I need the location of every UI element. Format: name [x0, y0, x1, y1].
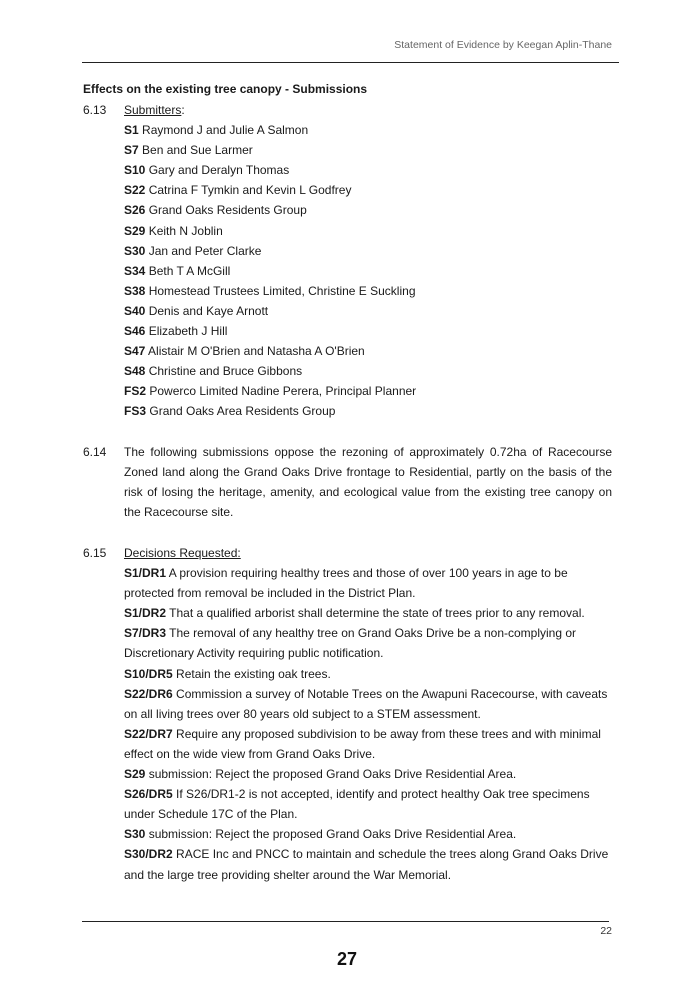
decision-item-code: S1/DR2 [124, 606, 167, 621]
decision-item [124, 784, 612, 824]
decision-item-code: S26/DR5 [124, 787, 173, 802]
decision-item [124, 623, 612, 663]
submitter-item-code: S30 [124, 243, 146, 258]
submitters-list [124, 120, 612, 421]
decision-item-code: S30 [124, 827, 146, 842]
decision-item [124, 844, 612, 884]
decision-item-text: A provision requiring healthy trees and those of over 100 years in age to be protected from removal be included in the District Plan. [124, 566, 568, 601]
submitter-item [124, 140, 612, 160]
decisions-list [124, 563, 612, 885]
submitter-item [124, 341, 612, 361]
submitter-item [124, 120, 612, 140]
decision-item-text: RACE Inc and PNCC to maintain and schedule the trees along Grand Oaks Drive and the large tree providing shelter around the War Memorial. [124, 847, 609, 882]
submitter-item [124, 361, 612, 381]
decision-item [124, 824, 612, 844]
submitter-item [124, 381, 612, 401]
submitter-item [124, 160, 612, 180]
decision-item-text: submission: Reject the proposed Grand Oaks Drive Residential Area. [145, 827, 517, 842]
decision-item-code: S7/DR3 [124, 626, 167, 641]
submitters-heading [124, 100, 612, 120]
submitters-heading-text: Submitters [124, 103, 182, 117]
submitter-item-text: Alistair M O'Brien and Natasha A O'Brien [148, 344, 365, 359]
paragraph-body [124, 543, 612, 885]
submitter-item-code: S47 [124, 344, 146, 359]
decision-item-code: S22/DR7 [124, 726, 173, 741]
paragraph-number: 6.14 [83, 445, 107, 459]
submitter-item-code: S22 [124, 183, 146, 198]
decision-item [124, 684, 612, 724]
decisions-heading-text: Decisions Requested: [124, 546, 241, 560]
decision-item-text: Require any proposed subdivision to be away from these trees and with minimal effect on the wide view from Grand Oaks Drive. [124, 726, 601, 761]
submitter-item-text: Denis and Kaye Arnott [148, 303, 269, 318]
decision-item-code: S30/DR2 [124, 847, 173, 862]
decision-item-code: S10/DR5 [124, 666, 173, 681]
submitter-item-text: Grand Oaks Area Residents Group [149, 404, 336, 419]
submitter-item-code: S10 [124, 163, 146, 178]
decision-item-text: That a qualified arborist shall determine the state of trees prior to any removal. [166, 606, 585, 621]
decision-item [124, 563, 612, 603]
submitter-item-text: Catrina F Tymkin and Kevin L Godfrey [148, 183, 352, 198]
submitter-item-code: S26 [124, 203, 146, 218]
decision-item-code: S1/DR1 [124, 566, 167, 581]
submitter-item-text: Jan and Peter Clarke [148, 243, 262, 258]
decision-item-code: S22/DR6 [124, 686, 173, 701]
paragraph-number: 6.13 [83, 103, 107, 117]
submitter-item-code: S7 [124, 143, 139, 158]
submitter-item [124, 221, 612, 241]
decision-item-text: If S26/DR1-2 is not accepted, identify and protect healthy Oak tree specimens under Schedule 17C of the Plan. [124, 787, 590, 822]
submitter-item [124, 301, 612, 321]
footer-rule [82, 921, 609, 922]
decision-item-text: Commission a survey of Notable Trees on the Awapuni Racecourse, with caveats on all living trees over 80 years old subject to a STEM assessment. [124, 686, 608, 721]
decision-item-code: S29 [124, 767, 146, 782]
decision-item [124, 764, 612, 784]
submitter-item [124, 281, 612, 301]
submitter-item-text: Raymond J and Julie A Salmon [142, 123, 309, 138]
submitter-item-text: Homestead Trustees Limited, Christine E Suckling [148, 283, 416, 298]
submitter-item [124, 241, 612, 261]
submitter-item [124, 321, 612, 341]
paragraph-number: 6.15 [83, 546, 107, 560]
decision-item [124, 664, 612, 684]
submitter-item-text: Powerco Limited Nadine Perera, Principal Planner [149, 384, 417, 399]
submitter-item [124, 401, 612, 421]
submitter-item [124, 200, 612, 220]
submitter-item-text: Keith N Joblin [148, 223, 223, 238]
submitter-item-code: S29 [124, 223, 146, 238]
decision-item-text: Retain the existing oak trees. [172, 666, 331, 681]
footer-page-number: 22 [600, 925, 612, 937]
submitter-item-text: Elizabeth J Hill [148, 324, 228, 339]
document-page-number: 27 [336, 949, 358, 969]
submitter-item-code: S34 [124, 263, 146, 278]
submitter-item-text: Grand Oaks Residents Group [148, 203, 307, 218]
submitter-item-code: FS3 [124, 404, 147, 419]
submitter-item-code: S1 [124, 123, 139, 138]
submitter-item-text: Ben and Sue Larmer [142, 143, 253, 158]
submitter-item-code: S40 [124, 303, 146, 318]
submitter-item-text: Beth T A McGill [148, 263, 231, 278]
header-rule [82, 62, 619, 63]
section-title: Effects on the existing tree canopy - Submissions [83, 82, 368, 96]
submitter-item-code: FS2 [124, 384, 147, 399]
submitters-heading-colon: : [181, 103, 185, 117]
submitter-item [124, 180, 612, 200]
paragraph-text: The following submissions oppose the rezoning of approximately 0.72ha of Racecourse Zoned land along the Grand Oaks Drive frontage to Residential, partly on the basis of the risk of losing the heritage, amenity, and ecological value from the existing tree canopy on the Racecourse site. [124, 445, 612, 520]
decisions-heading [124, 543, 612, 563]
decision-item-text: The removal of any healthy tree on Grand Oaks Drive be a non-complying or Discretionary Activity requiring public notification. [124, 626, 577, 661]
decision-item [124, 603, 612, 623]
submitter-item-code: S38 [124, 283, 146, 298]
paragraph-body [124, 100, 612, 422]
submitter-item-text: Gary and Deralyn Thomas [148, 163, 290, 178]
decision-item [124, 724, 612, 764]
submitter-item-text: Christine and Bruce Gibbons [148, 364, 303, 379]
submitter-item-code: S46 [124, 324, 146, 339]
running-header: Statement of Evidence by Keegan Aplin-Thane [394, 39, 612, 51]
submitter-item-code: S48 [124, 364, 146, 379]
submitter-item [124, 261, 612, 281]
decision-item-text: submission: Reject the proposed Grand Oaks Drive Residential Area. [145, 767, 517, 782]
